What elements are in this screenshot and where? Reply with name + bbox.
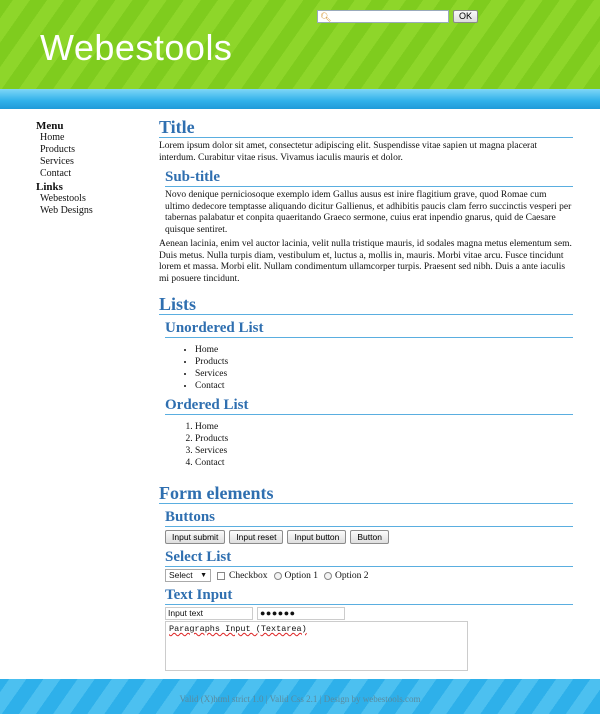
unordered-list xyxy=(195,344,573,392)
intro-paragraph: Lorem ipsum dolor sit amet, consectetur adipiscing elit. Suspendisse vitae sapien ut magna placerat interdum. Curabitur vitae risus. Vivamus iaculis mauris et dolor. xyxy=(159,141,538,163)
select-row xyxy=(165,569,573,582)
main-content xyxy=(159,117,573,671)
buttons-heading: Buttons xyxy=(165,509,573,527)
list-item: • Products xyxy=(195,356,573,368)
ordered-list xyxy=(195,421,573,469)
buttons-row xyxy=(165,530,573,544)
text-input-row xyxy=(165,607,573,620)
radio-option-1-label: Option 1 xyxy=(284,570,319,581)
chevron-down-icon: ▼ xyxy=(200,572,207,579)
ordered-list-heading: Ordered List xyxy=(165,397,573,415)
textarea[interactable] xyxy=(165,621,468,671)
lists-heading: Lists xyxy=(159,294,573,315)
list-item: 2. Products xyxy=(195,433,573,445)
list-item: • Contact xyxy=(195,380,573,392)
search-form xyxy=(317,10,478,23)
footer-text: Valid (X)html strict 1.0 | Valid Css 2.1 | Design by webestools.com xyxy=(179,694,421,704)
sidebar-link-webestools[interactable]: Webestools xyxy=(40,193,86,204)
select-value: Select xyxy=(169,570,193,580)
unordered-list-heading: Unordered List xyxy=(165,320,573,338)
input-button-button[interactable]: Input button xyxy=(287,530,346,544)
text-input[interactable]: Input text xyxy=(165,607,253,620)
search-icon: 🔍︎ xyxy=(320,12,332,22)
checkbox-label: Checkbox xyxy=(229,570,268,581)
search-ok-button[interactable]: OK xyxy=(453,10,478,23)
plain-button[interactable]: Button xyxy=(350,530,389,544)
sidebar-item-home[interactable]: Home xyxy=(40,132,65,143)
form-elements-heading: Form elements xyxy=(159,483,573,504)
radio-option-2-label: Option 2 xyxy=(335,570,369,581)
list-item: • Services xyxy=(195,368,573,380)
search-input[interactable] xyxy=(317,10,449,23)
second-paragraph: Aenean lacinia, enim vel auctor lacinia, velit nulla tristique mauris, id sodales magna metus elementum sem. Duis metus. Nulla turpis diam, vestibulum et, luctus a, mollis in, mauris. Morbi vitae arcu. Fusce tincidunt lorem et massa. Morbi elit. Nullam condimentum ullamcorper turpis. Praesent sed nibh. Duis a ante iaculis mi posuere tincidunt. xyxy=(159,239,572,284)
radio-option-2[interactable] xyxy=(324,572,332,580)
sidebar-item-services[interactable]: Services xyxy=(40,156,74,167)
input-submit-button[interactable]: Input submit xyxy=(165,530,225,544)
input-reset-button[interactable]: Input reset xyxy=(229,530,283,544)
textarea-text: Paragraphs Input (Textarea) xyxy=(169,624,307,634)
radio-option-1[interactable] xyxy=(274,572,282,580)
site-title[interactable]: Webestools xyxy=(40,27,233,68)
list-item: 3. Services xyxy=(195,445,573,457)
list-item: 4. Contact xyxy=(195,457,573,469)
list-item: • Home xyxy=(195,344,573,356)
sidebar-link-web-designs[interactable]: Web Designs xyxy=(40,205,93,216)
sidebar-item-contact[interactable]: Contact xyxy=(40,168,72,179)
header-blue-bar xyxy=(0,89,600,109)
text-input-heading: Text Input xyxy=(165,587,573,605)
sidebar-menu-heading: Menu xyxy=(36,120,64,132)
page-title: Title xyxy=(159,117,573,138)
list-item: 1. Home xyxy=(195,421,573,433)
sidebar xyxy=(36,120,146,217)
sidebar-links-heading: Links xyxy=(36,181,63,193)
footer xyxy=(0,679,600,714)
password-input[interactable]: ●●●●●● xyxy=(257,607,345,620)
subtitle-paragraph: Novo denique perniciosoque exemplo idem Gallus ausus est inire flagitium grave, quod Romae cum ultimo dedecore temptasse aliquando dicitur Gallienus, et adhibitis paucis clam ferro succinctis vesperi per tabernas palabatur et conpita quaeritando Graeco sermone, cuius erat inpendio gnarus, quid de Caesare quisque sentiret. xyxy=(165,190,572,235)
header-banner xyxy=(0,0,600,89)
select-list-heading: Select List xyxy=(165,549,573,567)
checkbox[interactable] xyxy=(217,572,225,580)
sidebar-item-products[interactable]: Products xyxy=(40,144,75,155)
select-dropdown[interactable] xyxy=(165,569,211,582)
subtitle-heading: Sub-title xyxy=(165,169,573,187)
